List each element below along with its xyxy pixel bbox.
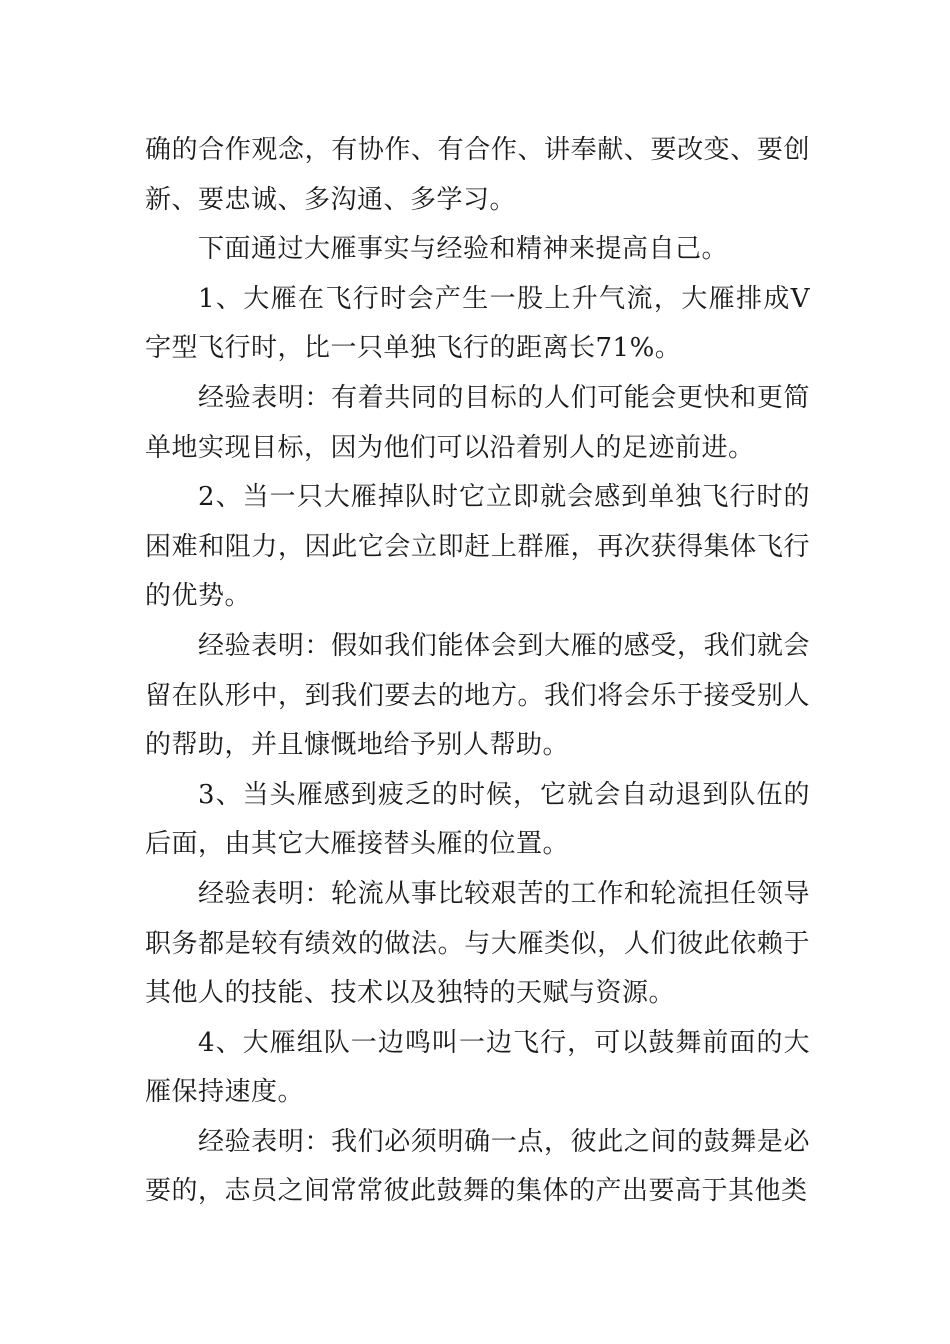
paragraph: 经验表明：轮流从事比较艰苦的工作和轮流担任领导职务都是较有绩效的做法。与大雁类似，人们彼此依赖于其他人的技能、技术以及独特的天赋与资源。 (145, 878, 810, 1009)
paragraph: 4、大雁组队一边鸣叫一边飞行，可以鼓舞前面的大雁保持速度。 (145, 1027, 810, 1108)
paragraph: 经验表明：假如我们能体会到大雁的感受，我们就会留在队形中，到我们要去的地方。我们将会乐于接受别人的帮助，并且慷慨地给予别人帮助。 (145, 630, 810, 761)
paragraph: 确的合作观念，有协作、有合作、讲奉献、要改变、要创新、要忠诚、多沟通、多学习。 (145, 135, 810, 215)
paragraph: 下面通过大雁事实与经验和精神来提高自己。 (198, 234, 729, 265)
paragraph: 1、大雁在飞行时会产生一股上升气流，大雁排成V字型飞行时，比一只单独飞行的距离长71%。 (145, 283, 810, 364)
document-body (145, 126, 810, 1217)
paragraph: 经验表明：有着共同的目标的人们可能会更快和更简单地实现目标，因为他们可以沿着别人的足迹前进。 (145, 382, 810, 463)
paragraph: 经验表明：我们必须明确一点，彼此之间的鼓舞是必要的，志员之间常常彼此鼓舞的集体的产出要高于其他类 (145, 1126, 810, 1207)
paragraph: 2、当一只大雁掉队时它立即就会感到单独飞行时的困难和阻力，因此它会立即赶上群雁，再次获得集体飞行的优势。 (145, 482, 810, 612)
paragraph: 3、当头雁感到疲乏的时候，它就会自动退到队伍的后面，由其它大雁接替头雁的位置。 (145, 779, 810, 860)
